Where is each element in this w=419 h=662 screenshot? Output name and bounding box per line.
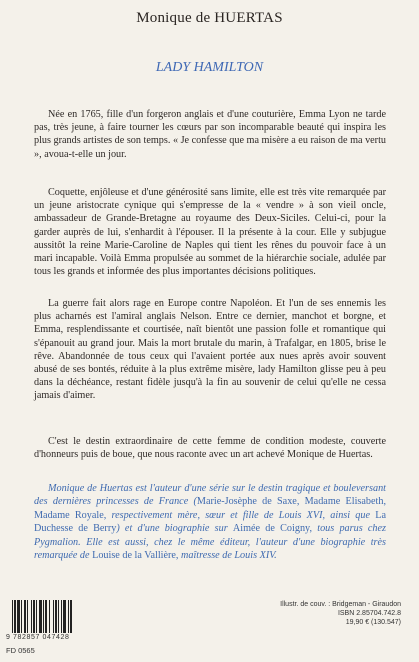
synopsis-paragraph-4 <box>34 435 386 461</box>
paragraph-text: Née en 1765, fille d'un forgeron anglais et d'une couturière, Emma Lyon ne tarde pas, très jeune, à faire tourner les cœurs par son incomparable beauté qui inspira les plus grands artistes de son temps. « Je confesse que ma misère a eu raison de ma vertu », avoua-t-elle un jour. <box>34 109 386 160</box>
bio-part: maîtresse de Louis XIV. <box>178 550 277 562</box>
paragraph-text: La guerre fait alors rage en Europe contre Napoléon. Et l'un de ses ennemis les plus acharnés est l'amiral anglais Nelson. Entre ce dernier, manchot et borgne, et Emma, resplendissante et courtisée, naît bientôt une passion folle et romantique qui s'épanouit au grand jour. Mais la mort brutale du marin, à Trafalgar, en 1805, brise le rêve. Abandonnée de tous ceux qui l'avaient portée aux nues après avoir souvent abusé de ses bontés, réduite à la plus extrême misère, lady Hamilton glisse peu à peu dans la déchéance, restant fidèle jusqu'à la fin au souvenir de celui qu'elle ne cessa jamais d'aimer. <box>34 298 386 402</box>
credits-block <box>221 600 401 627</box>
book-title: LADY HAMILTON <box>155 60 264 75</box>
author-bio-text <box>34 482 386 562</box>
synopsis-paragraph-2 <box>34 186 386 278</box>
bio-part: Monique de Huertas est l'auteur d'une série sur le destin tragique et bouleversant des dernières princesses de France ( <box>34 483 386 508</box>
synopsis-paragraph-1 <box>34 108 386 161</box>
barcode-number: 9 782857 047428 <box>6 634 70 641</box>
bio-part: tous parus chez Pygmalion. Elle est aussi, chez le même éditeur, l'auteur d'une biographie très remarquée de <box>34 523 386 562</box>
bio-part: ) et d'une biographie sur <box>116 523 233 535</box>
paragraph-text: Coquette, enjôleuse et d'une générosité sans limite, elle est très vite remarquée par un jeune aristocrate cynique qui s'empresse de la « vendre » à son vieil oncle, ambassadeur de Grande-Bretagne au royaume des Deux-Siciles. Celui-ci, pour la garder auprès de lui, s'enhardit à l'épouser. Il la présente à la cour. Elle y subjugue aussitôt la reine Marie-Caroline de Naples qui tient les rênes du pouvoir face à un mari incapable. Voilà Emma propulsée au sommet de la hiérarchie sociale, adulée par tous les grands et informée des plus importantes décisions politiques. <box>34 187 386 278</box>
barcode <box>6 600 102 644</box>
bio-part: respectivement mère, sœur et fille de Louis XVI, ainsi que <box>106 509 376 521</box>
bio-book-title: La Duchesse de Berry <box>34 509 387 535</box>
isbn: ISBN 2.85704.742.8 <box>337 610 401 617</box>
author-name: Monique de HUERTAS <box>136 10 283 26</box>
price: 19,90 € (130.547) <box>345 619 401 626</box>
bio-book-titles: Marie-Josèphe de Saxe, Madame Elisabeth, Madame Royale, <box>34 496 386 521</box>
barcode-bars <box>6 600 102 633</box>
bio-book-title: Louise de la Vallière, <box>92 550 179 562</box>
paragraph-text: C'est le destin extraordinaire de cette femme de condition modeste, couverte d'honneurs puis de boue, que nous raconte avec un art achevé Monique de Huertas. <box>34 436 386 461</box>
bio-book-title: Aimée de Coigny, <box>232 523 313 535</box>
author-bio <box>34 482 386 562</box>
synopsis-paragraph-3 <box>34 297 386 403</box>
cover-credit: Illustr. de couv. : Bridgeman - Giraudon <box>280 601 401 608</box>
distributor-code: FD 0565 <box>6 646 35 655</box>
